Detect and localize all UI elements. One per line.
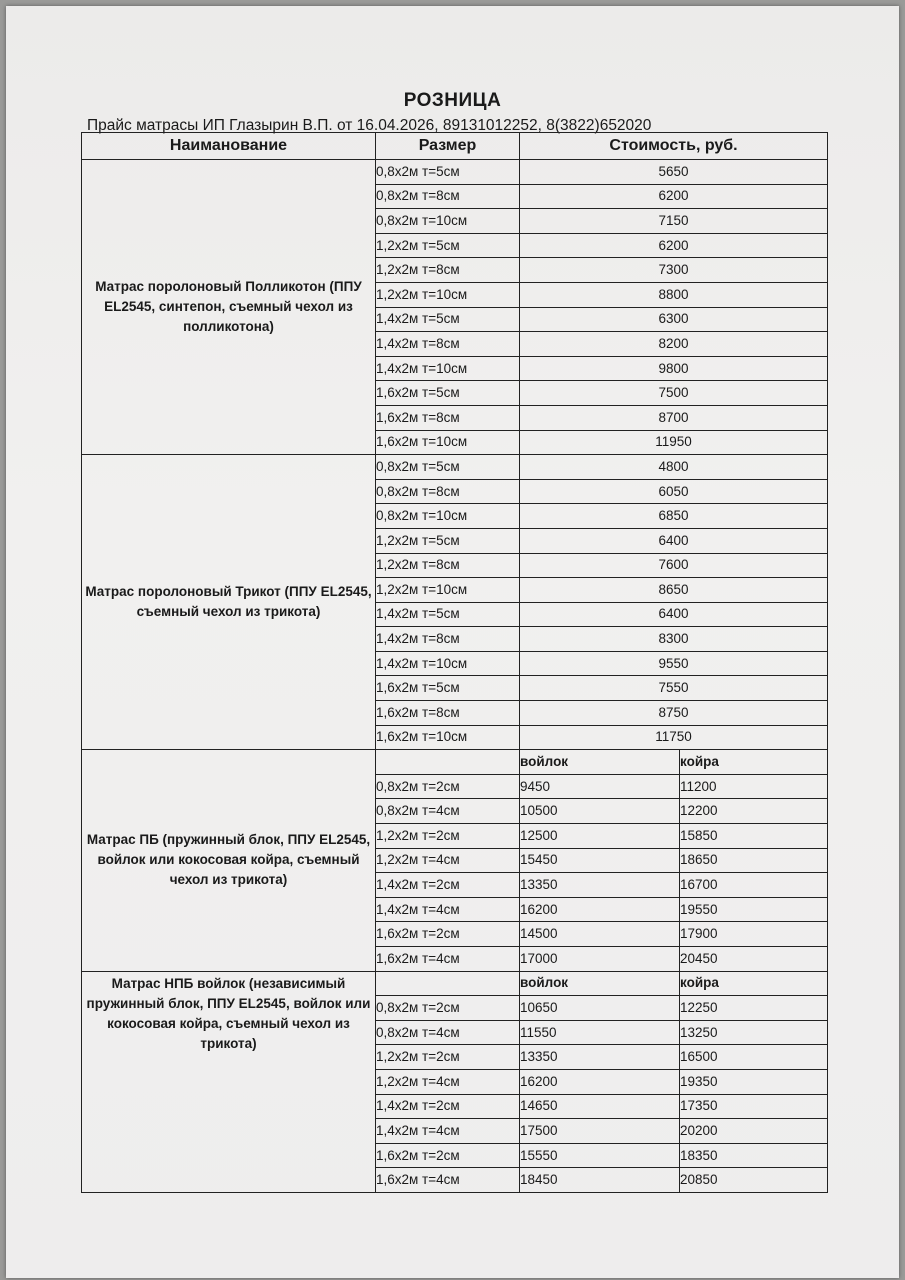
price-coir-cell: 19550 [680, 897, 828, 922]
size-cell: 0,8х2м т=5см [376, 455, 520, 480]
size-cell: 0,8х2м т=8см [376, 479, 520, 504]
size-cell: 1,6х2м т=4см [376, 947, 520, 972]
size-cell: 1,4х2м т=4см [376, 1119, 520, 1144]
price-cell: 6400 [520, 602, 828, 627]
column-header-coir: койра [680, 750, 828, 775]
size-cell: 1,2х2м т=10см [376, 282, 520, 307]
price-coir-cell: 20850 [680, 1168, 828, 1193]
price-felt-cell: 14500 [520, 922, 680, 947]
column-header-felt: войлок [520, 750, 680, 775]
size-cell: 1,4х2м т=2см [376, 1094, 520, 1119]
size-cell: 1,4х2м т=2см [376, 873, 520, 898]
price-felt-cell: 9450 [520, 774, 680, 799]
price-coir-cell: 12200 [680, 799, 828, 824]
table-row [82, 160, 828, 185]
price-cell: 11750 [520, 725, 828, 750]
page-subtitle: Прайс матрасы ИП Глазырин В.П. от 16.04.2026, 89131012252, 8(3822)652020 [87, 117, 652, 134]
section-name: Матрас НПБ войлок (независимый пружинный блок, ППУ EL2545, войлок или кокосовая койра, съемный чехол из трикота) [82, 971, 376, 1192]
price-coir-cell: 17900 [680, 922, 828, 947]
size-cell: 1,6х2м т=2см [376, 922, 520, 947]
size-cell: 1,4х2м т=8см [376, 627, 520, 652]
column-header-felt: войлок [520, 971, 680, 996]
price-felt-cell: 16200 [520, 897, 680, 922]
price-table [81, 132, 828, 1193]
price-coir-cell: 16700 [680, 873, 828, 898]
size-cell: 1,2х2м т=4см [376, 848, 520, 873]
table-body [82, 160, 828, 1193]
section-subheader-row [82, 750, 828, 775]
size-cell: 0,8х2м т=5см [376, 160, 520, 185]
price-cell: 5650 [520, 160, 828, 185]
size-cell: 1,4х2м т=5см [376, 602, 520, 627]
price-coir-cell: 17350 [680, 1094, 828, 1119]
header-price: Стоимость, руб. [520, 133, 828, 160]
size-cell: 1,6х2м т=10см [376, 725, 520, 750]
price-cell: 11950 [520, 430, 828, 455]
column-header-coir: койра [680, 971, 828, 996]
price-felt-cell: 13350 [520, 873, 680, 898]
price-coir-cell: 18350 [680, 1143, 828, 1168]
price-felt-cell: 14650 [520, 1094, 680, 1119]
price-cell: 6200 [520, 184, 828, 209]
price-coir-cell: 12250 [680, 996, 828, 1021]
price-coir-cell: 15850 [680, 824, 828, 849]
price-cell: 6050 [520, 479, 828, 504]
price-felt-cell: 11550 [520, 1020, 680, 1045]
empty-size-cell [376, 750, 520, 775]
size-cell: 0,8х2м т=2см [376, 996, 520, 1021]
header-size: Размер [376, 133, 520, 160]
size-cell: 1,2х2м т=5см [376, 528, 520, 553]
price-felt-cell: 15450 [520, 848, 680, 873]
size-cell: 0,8х2м т=4см [376, 1020, 520, 1045]
size-cell: 1,2х2м т=4см [376, 1069, 520, 1094]
size-cell: 1,6х2м т=5см [376, 676, 520, 701]
price-cell: 7500 [520, 381, 828, 406]
table-header-row [82, 133, 828, 160]
size-cell: 1,2х2м т=8см [376, 258, 520, 283]
size-cell: 1,6х2м т=10см [376, 430, 520, 455]
price-coir-cell: 13250 [680, 1020, 828, 1045]
price-cell: 7550 [520, 676, 828, 701]
price-felt-cell: 17000 [520, 947, 680, 972]
size-cell: 1,2х2м т=2см [376, 1045, 520, 1070]
table-row [82, 455, 828, 480]
price-felt-cell: 12500 [520, 824, 680, 849]
price-cell: 8200 [520, 332, 828, 357]
page-title: РОЗНИЦА [403, 90, 502, 111]
section-name: Матрас поролоновый Полликотон (ППУ EL2545, синтепон, съемный чехол из полликотона) [82, 160, 376, 455]
price-felt-cell: 10650 [520, 996, 680, 1021]
price-cell: 6850 [520, 504, 828, 529]
paper-sheet [6, 6, 899, 1278]
size-cell: 1,2х2м т=10см [376, 578, 520, 603]
price-cell: 8700 [520, 405, 828, 430]
size-cell: 0,8х2м т=10см [376, 209, 520, 234]
price-cell: 7600 [520, 553, 828, 578]
size-cell: 1,6х2м т=4см [376, 1168, 520, 1193]
price-coir-cell: 18650 [680, 848, 828, 873]
price-cell: 7150 [520, 209, 828, 234]
price-coir-cell: 19350 [680, 1069, 828, 1094]
price-felt-cell: 13350 [520, 1045, 680, 1070]
section-name: Матрас поролоновый Трикот (ППУ EL2545, съемный чехол из трикота) [82, 455, 376, 750]
size-cell: 1,2х2м т=8см [376, 553, 520, 578]
price-cell: 8750 [520, 701, 828, 726]
price-cell: 9550 [520, 651, 828, 676]
size-cell: 1,4х2м т=10см [376, 651, 520, 676]
price-cell: 7300 [520, 258, 828, 283]
price-cell: 6200 [520, 233, 828, 258]
price-coir-cell: 11200 [680, 774, 828, 799]
size-cell: 1,6х2м т=8см [376, 405, 520, 430]
price-cell: 4800 [520, 455, 828, 480]
size-cell: 0,8х2м т=4см [376, 799, 520, 824]
size-cell: 1,4х2м т=5см [376, 307, 520, 332]
price-cell: 8300 [520, 627, 828, 652]
header-name: Наиманование [82, 133, 376, 160]
price-cell: 8650 [520, 578, 828, 603]
price-cell: 9800 [520, 356, 828, 381]
size-cell: 1,2х2м т=5см [376, 233, 520, 258]
empty-size-cell [376, 971, 520, 996]
size-cell: 0,8х2м т=8см [376, 184, 520, 209]
price-coir-cell: 16500 [680, 1045, 828, 1070]
price-felt-cell: 10500 [520, 799, 680, 824]
price-cell: 6400 [520, 528, 828, 553]
price-felt-cell: 15550 [520, 1143, 680, 1168]
size-cell: 1,6х2м т=8см [376, 701, 520, 726]
price-felt-cell: 16200 [520, 1069, 680, 1094]
price-cell: 6300 [520, 307, 828, 332]
size-cell: 1,2х2м т=2см [376, 824, 520, 849]
price-cell: 8800 [520, 282, 828, 307]
size-cell: 1,4х2м т=10см [376, 356, 520, 381]
size-cell: 1,6х2м т=2см [376, 1143, 520, 1168]
size-cell: 0,8х2м т=10см [376, 504, 520, 529]
price-coir-cell: 20200 [680, 1119, 828, 1144]
section-subheader-row [82, 971, 828, 996]
price-coir-cell: 20450 [680, 947, 828, 972]
size-cell: 1,4х2м т=4см [376, 897, 520, 922]
price-felt-cell: 17500 [520, 1119, 680, 1144]
size-cell: 1,4х2м т=8см [376, 332, 520, 357]
size-cell: 1,6х2м т=5см [376, 381, 520, 406]
section-name: Матрас ПБ (пружинный блок, ППУ EL2545, войлок или кокосовая койра, съемный чехол из трикота) [82, 750, 376, 971]
size-cell: 0,8х2м т=2см [376, 774, 520, 799]
price-felt-cell: 18450 [520, 1168, 680, 1193]
